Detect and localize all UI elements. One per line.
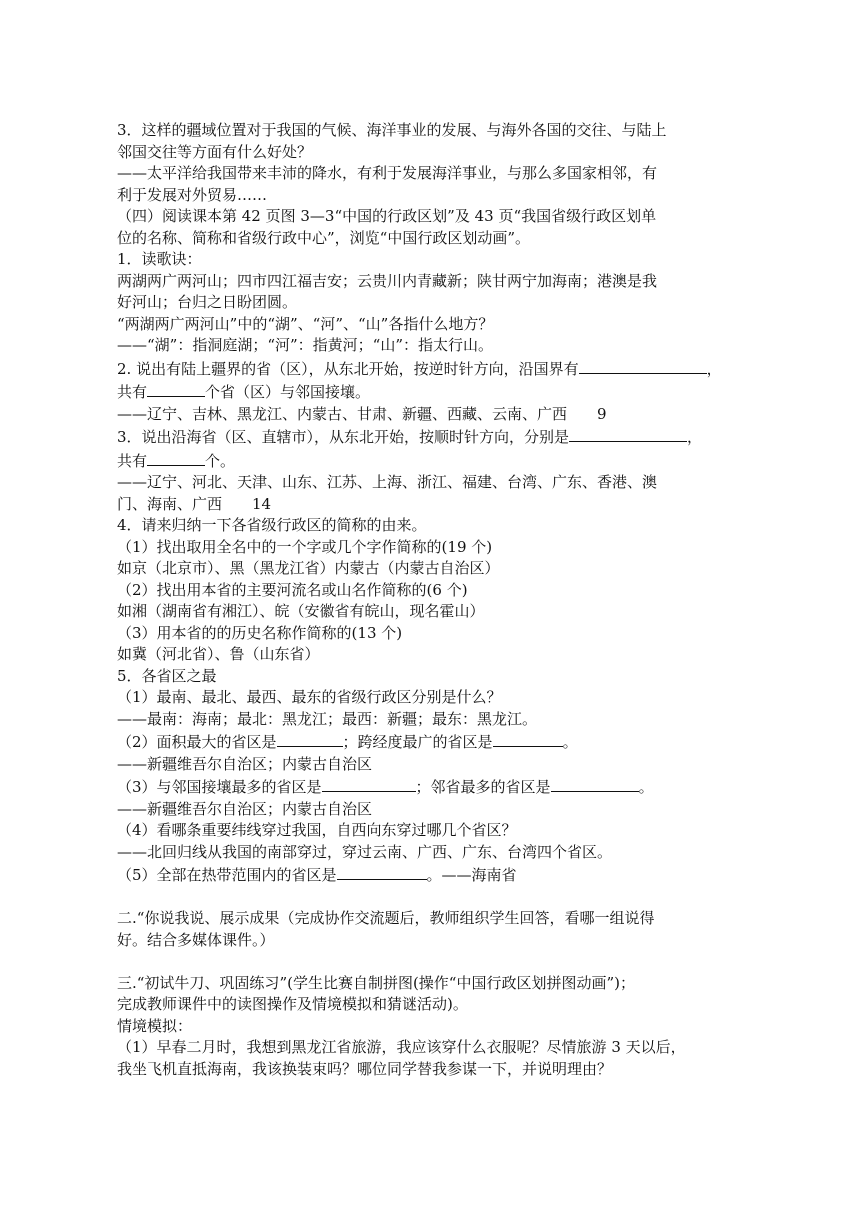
item-5-q3	[117, 775, 744, 799]
item-3-answer-cont	[117, 494, 744, 516]
item-4-heading: 4．请来归纳一下各省级行政区的简称的由来。	[117, 516, 427, 534]
scenario-heading: 情境模拟：	[117, 1016, 193, 1035]
question-text: 个省（区）与邻国接壤。	[205, 383, 371, 401]
item-3-question-text: 3．说出沿海省（区、直辖市），从东北开始，按顺时针方向，分别是	[117, 428, 570, 446]
item-5-q2	[117, 730, 744, 754]
scenario-1-cont: 我坐飞机直抵海南，我该换装束吗？哪位同学替我参谋一下，并说明理由？	[117, 1059, 613, 1078]
answer-blank	[569, 425, 687, 442]
answer-blank	[322, 775, 416, 792]
rhyme-text: 两湖两广两河山；四市四江福吉安；云贵川内青藏新；陕甘两宁加海南；港澳是我	[117, 271, 658, 290]
answer-blank	[147, 449, 205, 466]
item-4-sub-3-example: 如冀（河北省）、鲁（山东省）	[117, 645, 320, 663]
rhyme-text-cont: 好河山；台归之日盼团圆。	[117, 293, 298, 311]
question-text: 共有	[117, 383, 148, 401]
item-4-sub-3: （3）用本省的的历史名称作简称的(13 个)	[117, 623, 403, 642]
item-4-sub-2: （2）找出用本省的主要河流名或山名作简称的(6 个)	[117, 580, 468, 599]
answer-3: ——太平洋给我国带来丰沛的降水，有利于发展海洋事业，与那么多国家相邻，有	[117, 164, 658, 182]
spacer	[117, 951, 744, 973]
question-text: （5）全部在热带范围内的省区是	[117, 866, 337, 884]
part-2-heading-cont: 好。结合多媒体课件。）	[117, 930, 275, 949]
item-2-question-cont	[117, 380, 744, 404]
answer-count: 9	[597, 404, 607, 423]
item-5-q4: （4）看哪条重要纬线穿过我国，自西向东穿过哪几个省区？	[117, 821, 517, 839]
item-5-q5	[117, 863, 744, 887]
punctuation: 。	[562, 733, 578, 751]
answer-3-cont: 利于发展对外贸易……	[117, 185, 268, 204]
item-3-answer: ——辽宁、河北、天津、山东、江苏、上海、浙江、福建、台湾、广东、香港、澳	[117, 473, 658, 491]
answer-blank	[147, 380, 205, 397]
item-2-question-text: 2. 说出有陆上疆界的省（区），从东北开始，按逆时针方向，沿国界有	[117, 359, 579, 378]
question-3-text-cont: 邻国交往等方面有什么好处？	[117, 142, 313, 161]
punctuation: ，	[687, 428, 703, 446]
item-4-sub-1: （1）找出取用全名中的一个字或几个字作简称的(19 个)	[117, 537, 493, 556]
answer-text: 。——海南省	[426, 866, 517, 884]
item-5-a3: ——新疆维吾尔自治区；内蒙古自治区	[117, 799, 373, 818]
question-text: ；跨经度最广的省区是	[342, 733, 493, 751]
item-5-q1: （1）最南、最北、最西、最东的省级行政区分别是什么？	[117, 688, 502, 706]
question-text: ；邻省最多的省区是	[415, 778, 551, 796]
spacer	[117, 887, 744, 909]
item-4-sub-2-example: 如湘（湖南省有湘江）、皖（安徽省有皖山，现名霍山）	[117, 602, 485, 620]
answer-blank	[579, 357, 707, 374]
part-2-heading: 二.“你说我说、展示成果（完成协作交流题后，教师组织学生回答，看哪一组说得	[117, 909, 655, 927]
question-text: 个。	[205, 451, 236, 470]
item-4-sub-1-example: 如京（北京市）、黑（黑龙江省）内蒙古（内蒙古自治区）	[117, 559, 500, 577]
punctuation: ，	[706, 359, 722, 378]
section-4-heading: （四）阅读课本第 42 页图 3—3“中国的行政区划”及 43 页“我国省级行政区划单	[117, 207, 657, 225]
answer-text: 门、海南、广西	[117, 494, 223, 513]
item-1-heading: 1．读歌诀：	[117, 250, 202, 268]
part-3-heading: 三.“初试牛刀、巩固练习”(学生比赛自制拼图(操作“中国行政区划拼图动画”)；	[117, 973, 636, 992]
rhyme-question: “两湖两广两河山”中的“湖”、“河”、“山”各指什么地方？	[117, 314, 494, 333]
answer-blank	[277, 730, 343, 747]
item-5-heading: 5．各省区之最	[117, 666, 217, 685]
answer-text: ——辽宁、吉林、黑龙江、内蒙古、甘肃、新疆、西藏、云南、广西	[117, 404, 568, 423]
document-body	[117, 120, 744, 1080]
answer-blank	[337, 863, 427, 880]
answer-blank	[493, 730, 563, 747]
answer-count: 14	[252, 494, 272, 513]
item-2-question	[117, 357, 744, 381]
question-text: （3）与邻国接壤最多的省区是	[117, 778, 322, 796]
item-3-question	[117, 425, 744, 449]
question-text: （2）面积最大的省区是	[117, 733, 277, 751]
item-3-question-cont	[117, 449, 744, 473]
item-5-a2: ——新疆维吾尔自治区；内蒙古自治区	[117, 754, 373, 773]
item-5-a1: ——最南：海南；最北：黑龙江；最西：新疆；最东：黑龙江。	[117, 709, 538, 728]
rhyme-answer: ——“湖”：指洞庭湖；“河”：指黄河；“山”：指太行山。	[117, 336, 494, 354]
item-5-a4: ——北回归线从我国的南部穿过，穿过云南、广西、广东、台湾四个省区。	[117, 842, 613, 861]
item-2-answer	[117, 404, 744, 426]
section-4-heading-cont: 位的名称、简称和省级行政中心”，浏览“中国行政区划动画”。	[117, 228, 531, 247]
question-text: 共有	[117, 451, 148, 470]
scenario-1: （1）早春二月时，我想到黑龙江省旅游，我应该穿什么衣服呢？尽情旅游 3 天以后，	[117, 1038, 686, 1056]
part-3-heading-cont: 完成教师课件中的读图操作及情境模拟和猜谜活动)。	[117, 995, 468, 1013]
answer-blank	[551, 775, 639, 792]
punctuation: 。	[638, 778, 654, 796]
question-3-text: 3．这样的疆域位置对于我国的气候、海洋事业的发展、与海外各国的交往、与陆上	[117, 121, 667, 139]
